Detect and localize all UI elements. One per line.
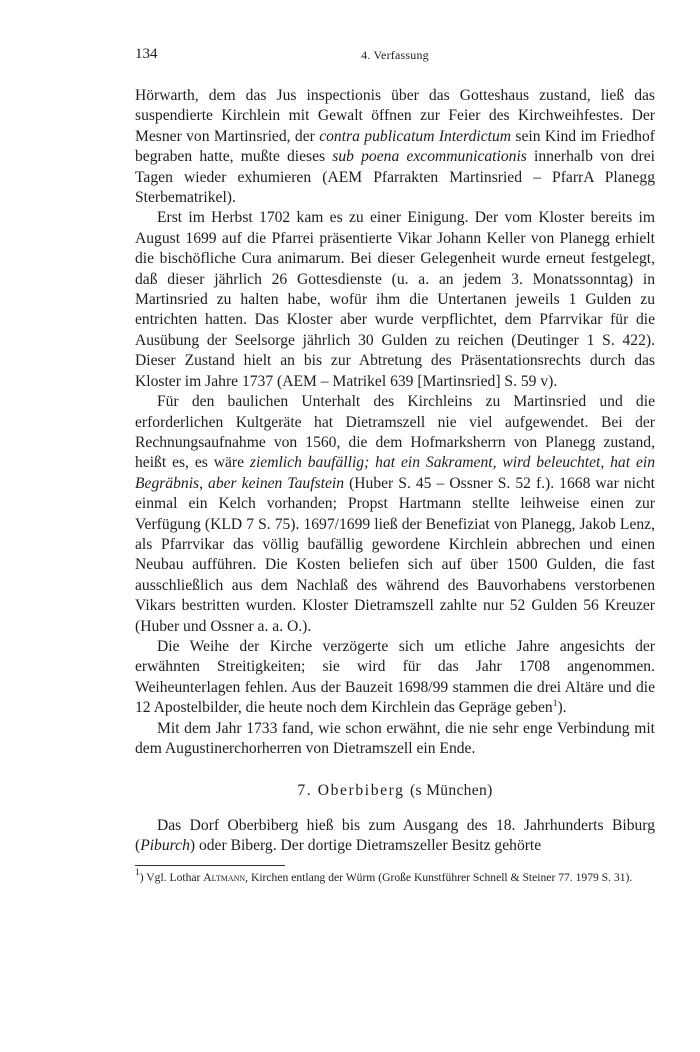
paragraph: Die Weihe der Kirche verzögerte sich um etliche Jahre angesichts der erwähnten Streitigkeiten; sie wird für das Jahr 1708 angenommen. Weiheunterlagen fehlen. Aus der Bauzeit 1698/99 stammen die drei Altäre und die 12 Apostelbilder, die heute noch dem Kirchlein das Gepräge geben$^1$). xyxy=(135,637,655,717)
page-number: 134 xyxy=(135,46,158,62)
footnote-number: 1 xyxy=(135,867,140,878)
paragraph: Hörwarth, dem das Jus inspectionis über das Gotteshaus zustand, ließ das suspendierte Kirchlein mit Gewalt öffnen zur Feier des Kirchweihfestes. Der Mesner von Martinsried, der contra publicatum Interdictum sein Kind im Friedhof begraben hatte, mußte dieses sub poena excommunicationis innerhalb von drei Tagen wieder exhumieren (AEM Pfarrakten Martinsried – PfarrA Planegg Sterbematrikel). xyxy=(135,87,655,207)
latin-phrase: contra publicatum Interdictum xyxy=(319,127,512,145)
paragraph: Für den baulichen Unterhalt des Kirchleins zu Martinsried und die erforderlichen Kultgeräte hat Dietramszell nie viel aufgewendet. Bei der Rechnungsaufnahme von 1560, die dem Hofmarksherrn von Planegg zustand, heißt es, es wäre ziemlich baufällig; hat ein Sakrament, wird beleuchtet, hat ein Begräbnis, aber keinen Taufstein (Huber S. 45 – Ossner S. 52 f.). 1668 war nicht einmal ein Kelch vorhanden; Propst Hartmann stellte leihweise einen zur Verfügung (KLD 7 S. 75). 1697/1699 ließ der Benefiziat von Planegg, Jakob Lenz, als Pfarrvikar das völlig baufällig gewordene Kirchlein abbrechen und einen Neubau aufführen. Die Kosten beliefen sich auf über 1500 Gulden, die fast ausschließlich aus dem Nachlaß des während des Bauvorhabens verstorbenen Vikars bestritten wurden. Kloster Dietramszell zahlte nur 52 Gulden 56 Kreuzer (Huber und Ossner a. a. O.). xyxy=(135,393,656,635)
footnote-rule xyxy=(135,865,285,866)
section-note: (s München) xyxy=(410,782,493,800)
paragraph: Erst im Herbst 1702 kam es zu einer Einigung. Der vom Kloster bereits im August 1699 auf die Pfarrei präsentierte Vikar Johann Keller von Planegg erhielt die bischöfliche Cura animarum. Bei dieser Gelegenheit wurde erneut festgelegt, daß dieser jährlich 26 Gottesdienste (u. a. an jedem 3. Monatssonntag) in Martinsried zu halten habe, wofür ihm die Untertanen jeweils 1 Gulden zu entrichten hatten. Das Kloster aber wurde verpflichtet, dem Pfarrvikar für die Ausübung der Seelsorge jährlich 30 Gulden zu reichen (Deutinger 1 S. 422). Dieser Zustand hielt an bis zur Abtretung des Präsentationsrechts durch das Kloster im Jahre 1737 (AEM – Matrikel 639 [Martinsried] S. 59 v). xyxy=(135,209,655,390)
author-name: Altmann xyxy=(203,870,246,884)
section-name: Oberbiberg xyxy=(317,782,405,800)
section-number: 7. xyxy=(297,782,313,800)
quotation: ziemlich baufällig; hat ein Sakrament, wird beleuchtet, hat ein Begräbnis, aber keinen Taufstein xyxy=(135,454,655,492)
footnote: $^1$) Vgl. Lothar Altmann, Kirchen entlang der Würm (Große Kunstführer Schnell & Steiner 77. 1979 S. 31). xyxy=(135,867,633,884)
running-head xyxy=(135,46,655,68)
paragraph: Mit dem Jahr 1733 fand, wie schon erwähnt, die nie sehr enge Verbindung mit dem Augustinerchorherren von Dietramszell ein Ende. xyxy=(135,719,655,757)
latin-phrase: sub poena excommunicationis xyxy=(332,148,527,166)
place-name: Piburch xyxy=(140,837,190,855)
section-heading xyxy=(135,781,655,801)
body-text xyxy=(135,86,655,857)
chapter-title: 4. Verfassung xyxy=(361,48,429,62)
book-page xyxy=(135,46,655,885)
footnote-marker: 1 xyxy=(552,699,558,710)
paragraph: Das Dorf Oberbiberg hieß bis zum Ausgang des 18. Jahrhunderts Biburg (Piburch) oder Biberg. Der dortige Dietramszeller Besitz gehörte xyxy=(135,816,655,855)
